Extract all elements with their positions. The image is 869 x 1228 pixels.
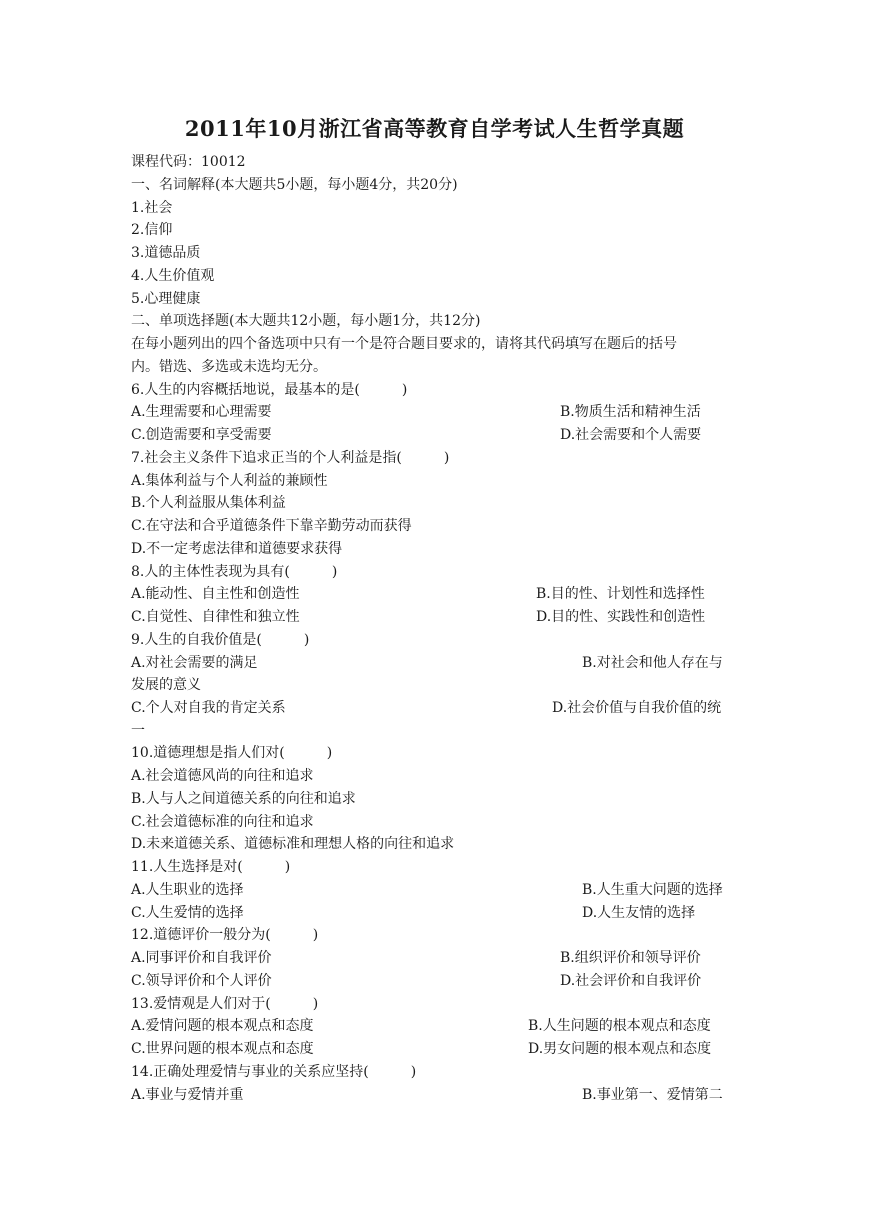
option-b: B.个人利益服从集体利益 — [131, 495, 286, 511]
question-stem: 8.人的主体性表现为具有( ) — [131, 564, 338, 580]
option-c: C.创造需要和享受需要 — [131, 427, 272, 443]
option-a: A.爱情问题的根本观点和态度 — [131, 1018, 314, 1034]
question-stem: 13.爱情观是人们对于( ) — [131, 996, 319, 1012]
term-item: 1.社会 — [131, 200, 173, 216]
option-c: C.领导评价和个人评价 — [131, 973, 272, 989]
question-stem: 10.道德理想是指人们对( ) — [131, 745, 333, 761]
option-d: D.社会评价和自我评价 — [560, 973, 702, 989]
term-item: 4.人生价值观 — [131, 268, 215, 284]
option-c: C.自觉性、自律性和独立性 — [131, 609, 300, 625]
instructions: 内。错选、多选或未选均无分。 — [131, 359, 327, 375]
option-a: A.事业与爱情并重 — [131, 1087, 244, 1103]
term-item: 3.道德品质 — [131, 245, 201, 261]
question-stem: 11.人生选择是对( ) — [131, 859, 291, 875]
option-c: C.社会道德标准的向往和追求 — [131, 814, 314, 830]
option-c: C.人生爱情的选择 — [131, 905, 244, 921]
option-d: D.男女问题的根本观点和态度 — [528, 1041, 712, 1057]
question-stem: 14.正确处理爱情与事业的关系应坚持( ) — [131, 1064, 417, 1080]
option-b: B.物质生活和精神生活 — [560, 404, 701, 420]
section2-header: 二、单项选择题(本大题共12小题，每小题1分，共12分) — [131, 313, 481, 329]
option-a: A.生理需要和心理需要 — [131, 404, 272, 420]
term-item: 2.信仰 — [131, 222, 173, 238]
option-d: D.社会需要和个人需要 — [560, 427, 702, 443]
course-code: 课程代码：10012 — [131, 154, 246, 170]
question-stem: 7.社会主义条件下追求正当的个人利益是指( ) — [131, 450, 450, 466]
option-d: D.社会价值与自我价值的统 — [552, 700, 722, 716]
option-a: A.社会道德风尚的向往和追求 — [131, 768, 314, 784]
option-b-continued: 发展的意义 — [131, 677, 201, 693]
page-title: 2011年10月浙江省高等教育自学考试人生哲学真题 — [184, 116, 685, 141]
option-d: D.不一定考虑法律和道德要求获得 — [131, 541, 343, 557]
option-a: A.对社会需要的满足 — [131, 655, 258, 671]
option-b: B.人与人之间道德关系的向往和追求 — [131, 791, 356, 807]
instructions: 在每小题列出的四个备选项中只有一个是符合题目要求的，请将其代码填写在题后的括号 — [131, 336, 677, 352]
question-stem: 12.道德评价一般分为( ) — [131, 927, 319, 943]
option-d: D.未来道德关系、道德标准和理想人格的向往和追求 — [131, 836, 455, 852]
section1-header: 一、名词解释(本大题共5小题，每小题4分，共20分) — [131, 177, 458, 193]
option-a: A.能动性、自主性和创造性 — [131, 586, 300, 602]
option-c: C.在守法和合乎道德条件下靠辛勤劳动而获得 — [131, 518, 412, 534]
option-b: B.对社会和他人存在与 — [582, 655, 723, 671]
option-b: B.人生问题的根本观点和态度 — [528, 1018, 711, 1034]
option-c: C.世界问题的根本观点和态度 — [131, 1041, 314, 1057]
option-b: B.组织评价和领导评价 — [560, 950, 701, 966]
option-d: D.目的性、实践性和创造性 — [536, 609, 706, 625]
option-a: A.人生职业的选择 — [131, 882, 244, 898]
question-stem: 9.人生的自我价值是( ) — [131, 632, 310, 648]
option-a: A.同事评价和自我评价 — [131, 950, 272, 966]
term-item: 5.心理健康 — [131, 291, 201, 307]
option-b: B.人生重大问题的选择 — [582, 882, 723, 898]
option-d-continued: 一 — [131, 723, 145, 739]
option-c: C.个人对自我的肯定关系 — [131, 700, 286, 716]
option-b: B.目的性、计划性和选择性 — [536, 586, 705, 602]
question-stem: 6.人生的内容概括地说，最基本的是( ) — [131, 382, 408, 398]
option-d: D.人生友情的选择 — [582, 905, 696, 921]
option-b: B.事业第一、爱情第二 — [582, 1087, 723, 1103]
option-a: A.集体利益与个人利益的兼顾性 — [131, 473, 328, 489]
